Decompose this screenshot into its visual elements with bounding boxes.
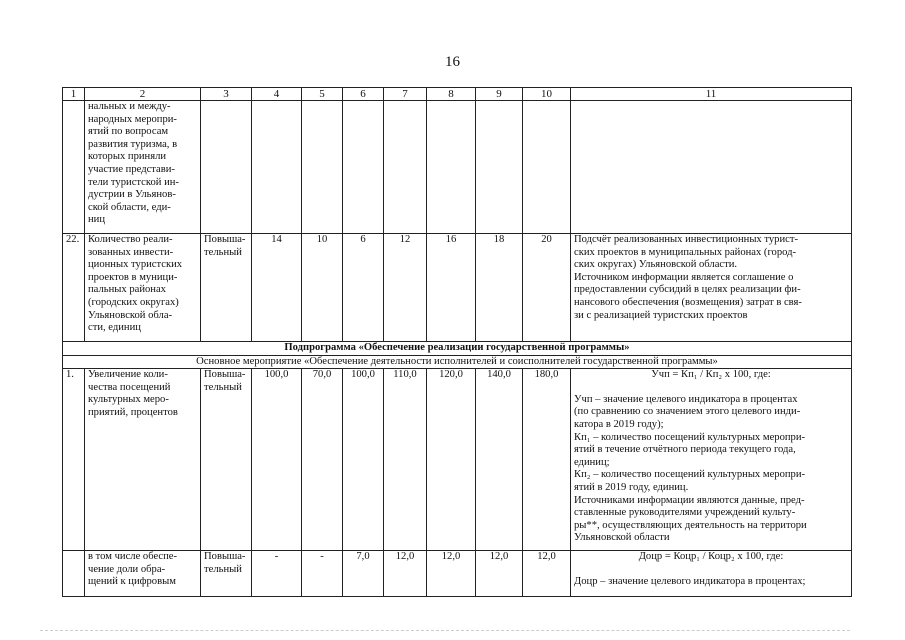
- main-activity-row: [63, 355, 852, 369]
- table-row: [63, 101, 852, 234]
- scan-edge: [40, 630, 850, 631]
- col-header: 10: [523, 88, 571, 101]
- column-number-row: [63, 88, 852, 101]
- indicator-name: нальных и между- народных меропри- ятий по вопросам развития туризма, в которых приняли участие представи- тели туристской ин- дустрии в Ульянов- ской области, еди- ниц: [85, 101, 201, 234]
- calculation-method: Учп = Кп₁ / Кп₂ х 100, где: Учп – значение целевого индикатора в процентах (по сравнению со значением этого целевого инди- катора в 2019 году); Кп₁ – количество посещений культурных меропри- ятий в течение отчётного периода текущего года, единиц; Кп₂ – количество посещений культурных меропри- ятий в 2019 году, единиц. Источниками информации являются данные, пред- ставленные руководителями учреждений культу- ры**, осуществляющих деятельность на территори Ульяновской области: [571, 369, 852, 551]
- row-number: 22.: [63, 234, 85, 342]
- value-cell: -: [252, 551, 302, 597]
- value-cell: 10: [302, 234, 343, 342]
- indicator-direction: Повыша- тельный: [201, 234, 252, 342]
- indicator-direction: Повыша- тельный: [201, 551, 252, 597]
- col-header: 8: [427, 88, 476, 101]
- subprogram-title: Подпрограмма «Обеспечение реализации государственной программы»: [63, 342, 852, 356]
- row-number: 1.: [63, 369, 85, 551]
- indicator-name: в том числе обеспе- чение доли обра- щений к цифровым: [85, 551, 201, 597]
- indicators-table: [62, 87, 852, 597]
- value-cell: 140,0: [476, 369, 523, 551]
- value-cell: 110,0: [384, 369, 427, 551]
- col-header: 9: [476, 88, 523, 101]
- col-header: 6: [343, 88, 384, 101]
- value-cell: 18: [476, 234, 523, 342]
- calculation-method: Доцр = Коцр₁ / Коцр₂ х 100, где: Доцр – значение целевого индикатора в процентах;: [571, 551, 852, 597]
- indicator-direction: Повыша- тельный: [201, 369, 252, 551]
- col-header: 4: [252, 88, 302, 101]
- col-header: 11: [571, 88, 852, 101]
- formula: Учп = Кп₁ / Кп₂ х 100, где:: [651, 369, 771, 381]
- col-header: 1: [63, 88, 85, 101]
- value-cell: 14: [252, 234, 302, 342]
- value-cell: 12,0: [427, 551, 476, 597]
- page-number: 16: [445, 54, 460, 70]
- value-cell: 100,0: [343, 369, 384, 551]
- col-header: 3: [201, 88, 252, 101]
- table-row: [63, 234, 852, 342]
- table-row: [63, 369, 852, 551]
- value-cell: 12,0: [384, 551, 427, 597]
- value-cell: 12,0: [476, 551, 523, 597]
- value-cell: 120,0: [427, 369, 476, 551]
- value-cell: 7,0: [343, 551, 384, 597]
- value-cell: -: [302, 551, 343, 597]
- col-header: 2: [85, 88, 201, 101]
- value-cell: 70,0: [302, 369, 343, 551]
- formula: Доцр = Коцр₁ / Коцр₂ х 100, где:: [638, 551, 784, 563]
- subprogram-row: [63, 342, 852, 356]
- indicator-name: Увеличение коли- чества посещений культурных меро- приятий, процентов: [85, 369, 201, 551]
- col-header: 7: [384, 88, 427, 101]
- value-cell: 100,0: [252, 369, 302, 551]
- calculation-method: Подсчёт реализованных инвестиционных турист- ских проектов в муниципальных районах (город- ских округах) Ульяновской области. Источником информации является соглашение о предоставлении субсидий в целях реализации фи- нансового обеспечения (возмещения) затрат в свя- зи с реализацией туристских проектов: [571, 234, 852, 342]
- indicator-name: Количество реали- зованных инвести- ционных туристских проектов в муници- пальных районах (городских округах) Ульяновской обла- сти, единиц: [85, 234, 201, 342]
- value-cell: 20: [523, 234, 571, 342]
- value-cell: 16: [427, 234, 476, 342]
- value-cell: 12: [384, 234, 427, 342]
- col-header: 5: [302, 88, 343, 101]
- main-activity-title: Основное мероприятие «Обеспечение деятельности исполнителей и соисполнителей государственной программы»: [63, 355, 852, 369]
- value-cell: 12,0: [523, 551, 571, 597]
- table-row: [63, 551, 852, 597]
- value-cell: 6: [343, 234, 384, 342]
- value-cell: 180,0: [523, 369, 571, 551]
